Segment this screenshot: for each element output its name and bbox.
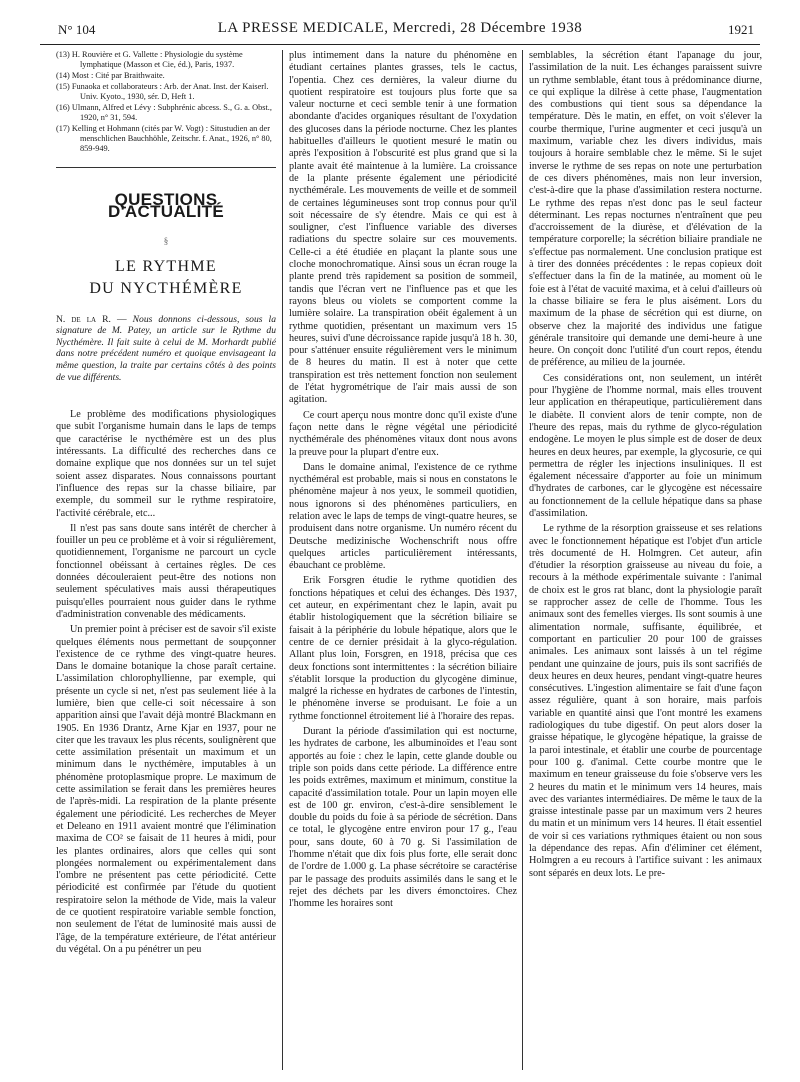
column-left: [56, 50, 276, 1072]
divider: [56, 167, 276, 168]
paragraph: plus intimement dans la nature du phénomène en étudiant certaines plantes grasses, tels le cactus, l'opentia. Chez ces dernières, la valeur diurne du quotient respiratoire est toujours plus forte que sa valeur nocturne et ceci semble tenir à une formation abondante d'acides organiques résultant de l'oxydation des glucoses dans la période nocturne. Chez les plantes habituelles d'ailleurs le quotient mesuré le matin ou après l'exposition à l'obscurité est plus grand que si la plante avait été maintenue à la lumière. La croissance de la plante présente également une périodicité nycthémérale. Les mouvements de veille et de sommeil de certaines légumineuses sont trop connus pour qu'il soit nécessaire de s'y étendre. Mais ce qui est à souligner, c'est l'influence variable des diverses radiations du spectre solaire sur ces mouvements. Celle-ci a été étudiée en plaçant la plante sous une cloche monochromatique. Ainsi sous un écran rouge la plante prend très rapidement sa position de sommeil, tandis que l'écran vert ne l'influence pas et que les rayons bleus ou violets se comportent comme la lumière solaire. La transpiration obéit également à un rythme quotidien, présentant un maximum vers 15 heures, suivi d'une décroissance rapide jusqu'à 18 h. 30, pour s'atténuer ensuite régulièrement vers le minimum de 8 heures du matin. Il est à noter que cette transpiration est très nettement fonction non seulement de l'état hygrométrique de l'air mais aussi de son agitation.: [289, 50, 517, 406]
reference-item: (16) Ulmann, Alfred et Lévy : Subphrénic abcess. S., G. a. Obst., 1920, n° 31, 594.: [56, 103, 272, 122]
editor-note-text: Nous donnons ci-dessous, sous la signature de M. Patey, un article sur le Rythme du Nycthémère. Il fait suite à celui de M. Morhardt publié dans notre précédent numéro et quoique envisageant la même question, la traite par certains côtés à des points de vue différents.: [56, 313, 276, 383]
editor-note-signature: N. de la R. —: [56, 313, 127, 325]
paragraph: Dans le domaine animal, l'existence de ce rythme nycthéméral est probable, mais si nous en constatons le phénomène majeur à nos yeux, le sommeil quotidien, nous ignorons si des phénomènes particuliers, en relation avec le laps de temps de vingt-quatre heures, se produisent dans notre organisme. Un numéro récent du Deutsche medizinische Wochenschrift nous offre quelques articles particulièrement intéressants, ébauchant ce problème.: [289, 461, 517, 572]
paragraph: Il n'est pas sans doute sans intérêt de chercher à fouiller un peu ce problème et à voir si régulièrement, quotidiennement, l'organisme ne parcourt un cycle fonctionnel obéissant à certaines règles. De ces données découleraient peut-être des notions non seulement spéculatives mais aussi thérapeutiques puisqu'elles pourraient nous guider dans le rythme d'administration convenable des médicaments.: [56, 522, 276, 620]
editor-note: [56, 314, 276, 384]
paragraph: Durant la période d'assimilation qui est nocturne, les hydrates de carbone, les albuminoïdes et l'eau sont apportés au foie : chez le lapin, cette glande double ou triple son poids dans cette période. La différence entre les poids extrêmes, maximum et minimum, constitue la capacité d'assimilation totale. Pour un lapin moyen elle est de 100 gr. environ, c'est-à-dire sensiblement le double du poids du foie à sa période de sécrétion. Dans ce total, le glycogène entre environ pour 17 g., l'eau pour, sans doute, 60 à 70 g. Si l'assimilation de l'homme n'était que dix fois plus forte, elle serait donc de l'ordre de 1.000 g. La phase sécrétoire se caractérise par le passage des produits assimilés dans le sang et le rejet des déchets par les divers émonctoires. Chez l'homme les horaires sont: [289, 726, 517, 910]
article-title-line: LE RYTHME: [115, 257, 217, 275]
column-middle: [289, 50, 517, 1072]
reference-item: (13) H. Rouvière et G. Vallette : Physiologie du système lymphatique (Masson et Cie, éd.), Paris, 1937.: [56, 50, 243, 69]
journal-title: LA PRESSE MEDICALE, Mercredi, 28 Décembre 1938: [217, 20, 583, 36]
page-header: [40, 14, 760, 45]
paragraph: Le rythme de la résorption graisseuse et ses relations avec le fonctionnement hépatique est l'objet d'un article très documenté de H. Holmgren. Cet auteur, afin d'étudier la résorption graisseuse au niveau du foie, a recours à la méthode expérimentale suivante : l'animal de choix est le gros rat blanc, dont la physiologie paraît se rapprocher assez de celle de l'homme. Tous les animaux sont des femelles vierges. Ils sont soumis à une alimentation normale, suffisante, équilibrée, et comportant en particulier 20 pour 100 de graisses animales. Les animaux sont laissés à un tel régime pendant une quinzaine de jours, puis ils sont sacrifiés de deux heures en deux heures, pendant vingt-quatre heures consécutives. L'ingestion alimentaire se fait d'une façon assez régulière, quant à son horaire, mais parfois variable en quantité ainsi que l'ont montré les examens radiologiques du tube digestif. On peut alors doser la graisse hépatique, le glycogène hépatique, la graisse de la paroi intestinale, et établir une courbe de pourcentage pour 100 g. d'animal. Cette courbe montre que le maximum en teneur graisseuse du foie s'observe vers les 2 heures du matin et le minimum vers 14 heures, mais avec des variantes intermédiaires. De même le taux de la graisse intestinale passe par un maximum vers 2 heures du matin et un minimum vers 14 heures. Il était essentiel de voir si ces variations rythmiques étaient ou non sous la dépendance des repas. Afin d'éliminer cet élément, Holmgren a eu recours à l'artifice suivant : les animaux sont séparés en deux lots. Le pre-: [529, 523, 762, 879]
column-rule: [522, 50, 523, 1070]
article-title-line: DU NYCTHÉMÈRE: [89, 279, 243, 297]
ornament-mark: §: [163, 235, 169, 246]
article-title: [56, 256, 276, 300]
column-right: [529, 50, 762, 1072]
column-rule: [282, 50, 283, 1070]
section-title: QUESTIONS D'ACTUALITÉ: [108, 190, 224, 222]
reference-item: (15) Funaoka et collaborateurs : Arb. der Anat. Inst. der Kaiserl. Univ. Kyoto., 1930, sér. D, Heft 1.: [56, 82, 269, 101]
paragraph: Erik Forsgren étudie le rythme quotidien des fonctions hépatiques et celui des échanges. Dès 1937, cet auteur, en expérimentant chez le lapin, avait pu établir histologiquement que la sécrétion biliaire se faisait à la périphérie du lobule hépatique, alors que le centre de ce dernier présidait à la glyco-régulation. Allant plus loin, Forsgren, en 1918, précisa que ces deux fonctions sont intermittentes : la sécrétion biliaire s'établit lorsque la production du glycogène diminue, malgré la richesse en hydrates de carbones de l'intestin, le phénomène inverse se produisant. Le foie a un rythme fonctionnel étroitement lié à l'horaire des repas.: [289, 575, 517, 722]
paragraph: Ce court aperçu nous montre donc qu'il existe d'une façon nette dans le règne végétal une périodicité nycthémérale des phénomènes vitaux dont nous avons la preuve pour la plupart d'entre eux.: [289, 409, 517, 458]
reference-item: (17) Kelling et Hohmann (cités par W. Vogt) : Situstudien an der menschlichen Bauchhöhle, Zeitschr. f. Anat., 1926, n° 80, 859-949.: [56, 124, 272, 153]
page-number: 1921: [728, 22, 754, 37]
paragraph: semblables, la sécrétion étant l'apanage du jour, l'assimilation de la nuit. Les échanges paraissent suivre un rythme semblable, étant tous à prédominance diurne, ce qui explique la dilrèse à cette phase, l'augmentation des combustions qui tient sous sa dépendance la température. Dès le matin, en effet, on voit s'élever la courbe thermique, l'urine augmenter et ceci jusqu'à un maximum, variable chez les divers individus, mais toujours à horaire semblable chez le même. Si le sujet inverse le rythme de ses repas on note une perturbation de ces divers phénomènes, mais non leur inversion, c'est-à-dire que la phase d'assimilation restera nocturne. Le rythme des repas n'est donc pas le seul facteur déterminant. Les repas nocturnes n'entraînent que peu d'accroissement de la diurèse, et d'élévation de la température corporelle; la sécrétion biliaire prandiale ne s'effectue pas normalement. Une conclusion pratique est à tirer des données précédentes : le repas copieux doit s'effectuer dans la fin de la matinée, au moment où le foie est à l'état de vacuité maxima, et à celui d'ailleurs où la chasse biliaire se fera le plus aisément. Lors du maximum de la phase de sécrétion qui est diurne, on observe chez la majorité des individus une fatigue générale transitoire qui demande une demi-heure à une heure. On conçoit donc l'utilité d'un court repos, étendu de préférence, au milieu de la journée.: [529, 50, 762, 369]
reference-item: (14) Most : Cité par Braithwaite.: [56, 71, 165, 80]
paragraph: Un premier point à préciser est de savoir s'il existe quelques éléments nous permettant de soupçonner l'existence de ce rythme des vingt-quatre heures. Dans le domaine botanique la chose paraît certaine. L'assimilation chlorophyllienne, par exemple, qui présente un cycle si net, n'est pas seulement liée à la lumière, bien que celle-ci soit nécessaire à son apparition ainsi que l'avait déjà montré Blackmann en 1905. En 1936 Drantz, Arne Kjar en 1937, pour ne citer que les travaux les plus récents, soulignèrent que cette assimilation présentait un maximum et un minimum dans le nycthémère, imputables à un phénomène protoplasmique propre. Le maximum de cette assimilation se ferait dans les premières heures de l'après-midi. La respiration de la plante présente également une périodicité. Les recherches de Meyer et Deleano en 1911 avaient montré que l'élimination maxima de CO² se faisait de 11 heures à midi, pour les plantes ordinaires, alors que celles qui sont plongées normalement ou expérimentalement dans l'ombre ne présentent pas cette périodicité. Cette périodicité est confirmée par l'étude du quotient respiratoire selon la méthode de Vide, mais la valeur de ce quotient respiratoire variable semble fonction, non seulement de l'état de luminosité mais aussi de l'âge, de la température extérieure, de l'état antérieur du végétal. On a pu pénétrer un peu: [56, 624, 276, 955]
paragraph: Le problème des modifications physiologiques que subit l'organisme humain dans le laps de temps que caractérise le nycthémère est un des plus intéressants. La difficulté des recherches dans ce domaine explique que nos données sur un tel sujet soient assez disparates. Nous connaissons pourtant l'influence des repas sur la chasse biliaire, par exemple, du sommeil sur le rythme respiratoire, l'activité cérébrale, etc...: [56, 409, 276, 519]
reference-list: [56, 50, 276, 154]
issue-number: N° 104: [58, 22, 96, 37]
paragraph: Ces considérations ont, non seulement, un intérêt pour l'hygiène de l'homme normal, mais elles trouvent leur application en thérapeutique, particulièrement dans le diabète. Il convient alors de tenir compte, non de l'heure des repas, mais du rythme de glyco-régulation endogène. Le moyen le plus simple est de doser de deux heures en deux heures, par exemple, la glycosurie, ce qui permettra de régler les injections insuliniques. Il est également nécessaire d'apporter au foie un minimum d'hydrates de carbones, car le glycogène est nécessaire au fonctionnement de la cellule hépatique dans sa phase d'assimilation.: [529, 372, 762, 519]
